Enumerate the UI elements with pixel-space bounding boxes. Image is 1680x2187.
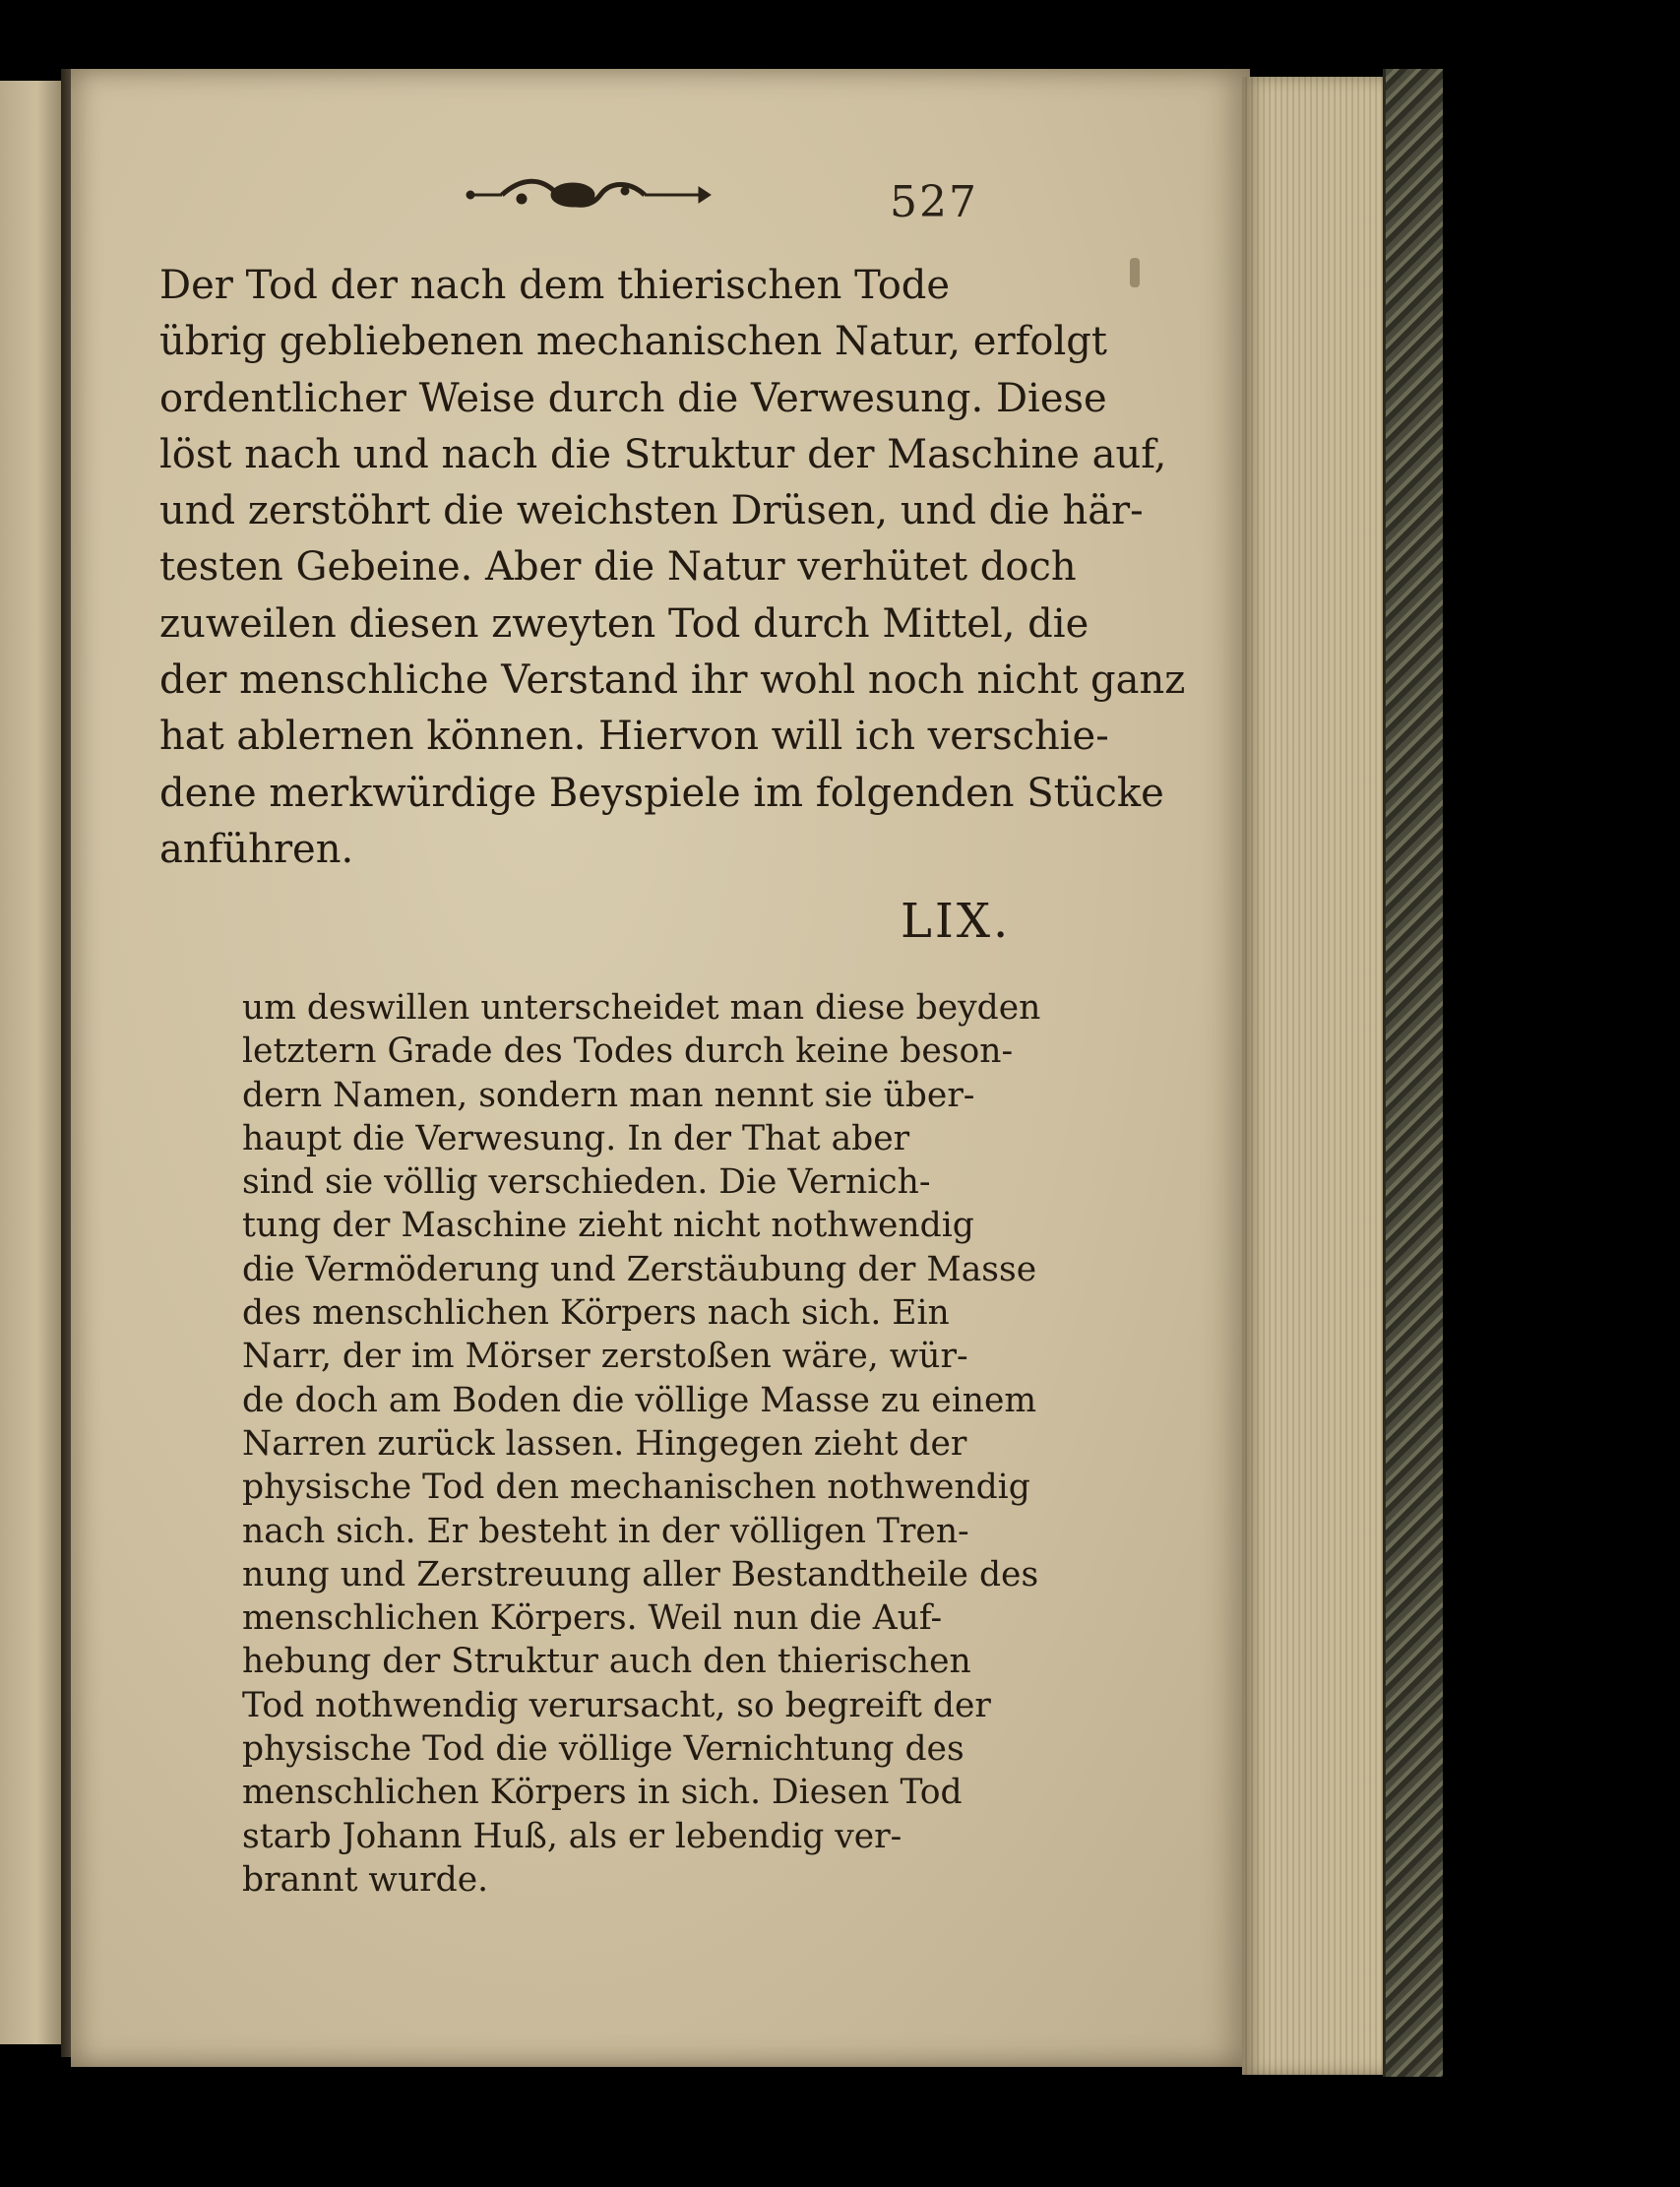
section-heading: LIX. — [901, 894, 1012, 949]
text-line: testen Gebeine. Aber die Natur verhütet doch — [159, 544, 1077, 591]
paper-stain — [1130, 258, 1140, 287]
text-line: Tod nothwendig verursacht, so begreift der — [242, 1685, 991, 1725]
text-line: löst nach und nach die Struktur der Maschine auf, — [159, 431, 1167, 477]
text-line: de doch am Boden die völlige Masse zu einem — [242, 1380, 1037, 1420]
text-line: dene merkwürdige Beyspiele im folgenden Stücke — [159, 770, 1164, 816]
text-line: brannt wurde. — [242, 1859, 489, 1900]
text-line: die Vermöderung und Zerstäubung der Masse — [242, 1249, 1037, 1289]
page-number: 527 — [890, 177, 978, 227]
text-line: Narren zurück lassen. Hingegen zieht der — [242, 1423, 967, 1464]
text-line: haupt die Verwesung. In der That aber — [242, 1118, 910, 1158]
text-line: hebung der Struktur auch den thierischen — [242, 1642, 971, 1682]
text-line: physische Tod die völlige Vernichtung des — [242, 1729, 964, 1770]
text-line: der menschliche Verstand ihr wohl noch nicht ganz — [159, 657, 1186, 704]
marbled-cover-edge — [1383, 69, 1443, 2077]
text-line: und zerstöhrt die weichsten Drüsen, und die här- — [159, 488, 1144, 534]
text-line: nach sich. Er besteht in der völligen Tren- — [242, 1511, 969, 1551]
text-line: des menschlichen Körpers nach sich. Ein — [242, 1293, 950, 1334]
text-line: um deswillen unterscheidet man diese beyden — [242, 988, 1041, 1028]
text-line: menschlichen Körpers. Weil nun die Auf- — [242, 1598, 943, 1639]
text-line: Narr, der im Mörser zerstoßen wäre, wür- — [242, 1337, 968, 1377]
paragraph-lower — [242, 986, 1041, 1902]
page-stack-edge — [1242, 77, 1390, 2075]
text-line: sind sie völlig verschieden. Die Vernich- — [242, 1162, 931, 1203]
text-line: tung der Maschine zieht nicht nothwendig — [242, 1206, 974, 1246]
paragraph-upper — [159, 258, 1186, 878]
text-line: ordentlicher Weise durch die Verwesung. Diese — [159, 375, 1107, 421]
text-line: physische Tod den mechanischen nothwendig — [242, 1468, 1030, 1508]
text-line: menschlichen Körpers in sich. Diesen Tod — [242, 1773, 963, 1813]
text-line: nung und Zerstreuung aller Bestandtheile des — [242, 1554, 1039, 1594]
text-line: anführen. — [159, 826, 354, 872]
text-line: Der Tod der nach dem thierischen Tode — [159, 263, 951, 308]
text-line: hat ablernen können. Hiervon will ich verschie- — [159, 714, 1109, 760]
text-line: zuweilen diesen zweyten Tod durch Mittel, die — [159, 600, 1089, 647]
printer-ornament-icon — [463, 175, 718, 215]
text-line: übrig gebliebenen mechanischen Natur, erfolgt — [159, 319, 1107, 365]
left-facing-page — [0, 81, 67, 2044]
text-line: letztern Grade des Todes durch keine beson- — [242, 1031, 1014, 1072]
text-line: starb Johann Huß, als er lebendig ver- — [242, 1816, 902, 1856]
text-line: dern Namen, sondern man nennt sie über- — [242, 1075, 975, 1115]
